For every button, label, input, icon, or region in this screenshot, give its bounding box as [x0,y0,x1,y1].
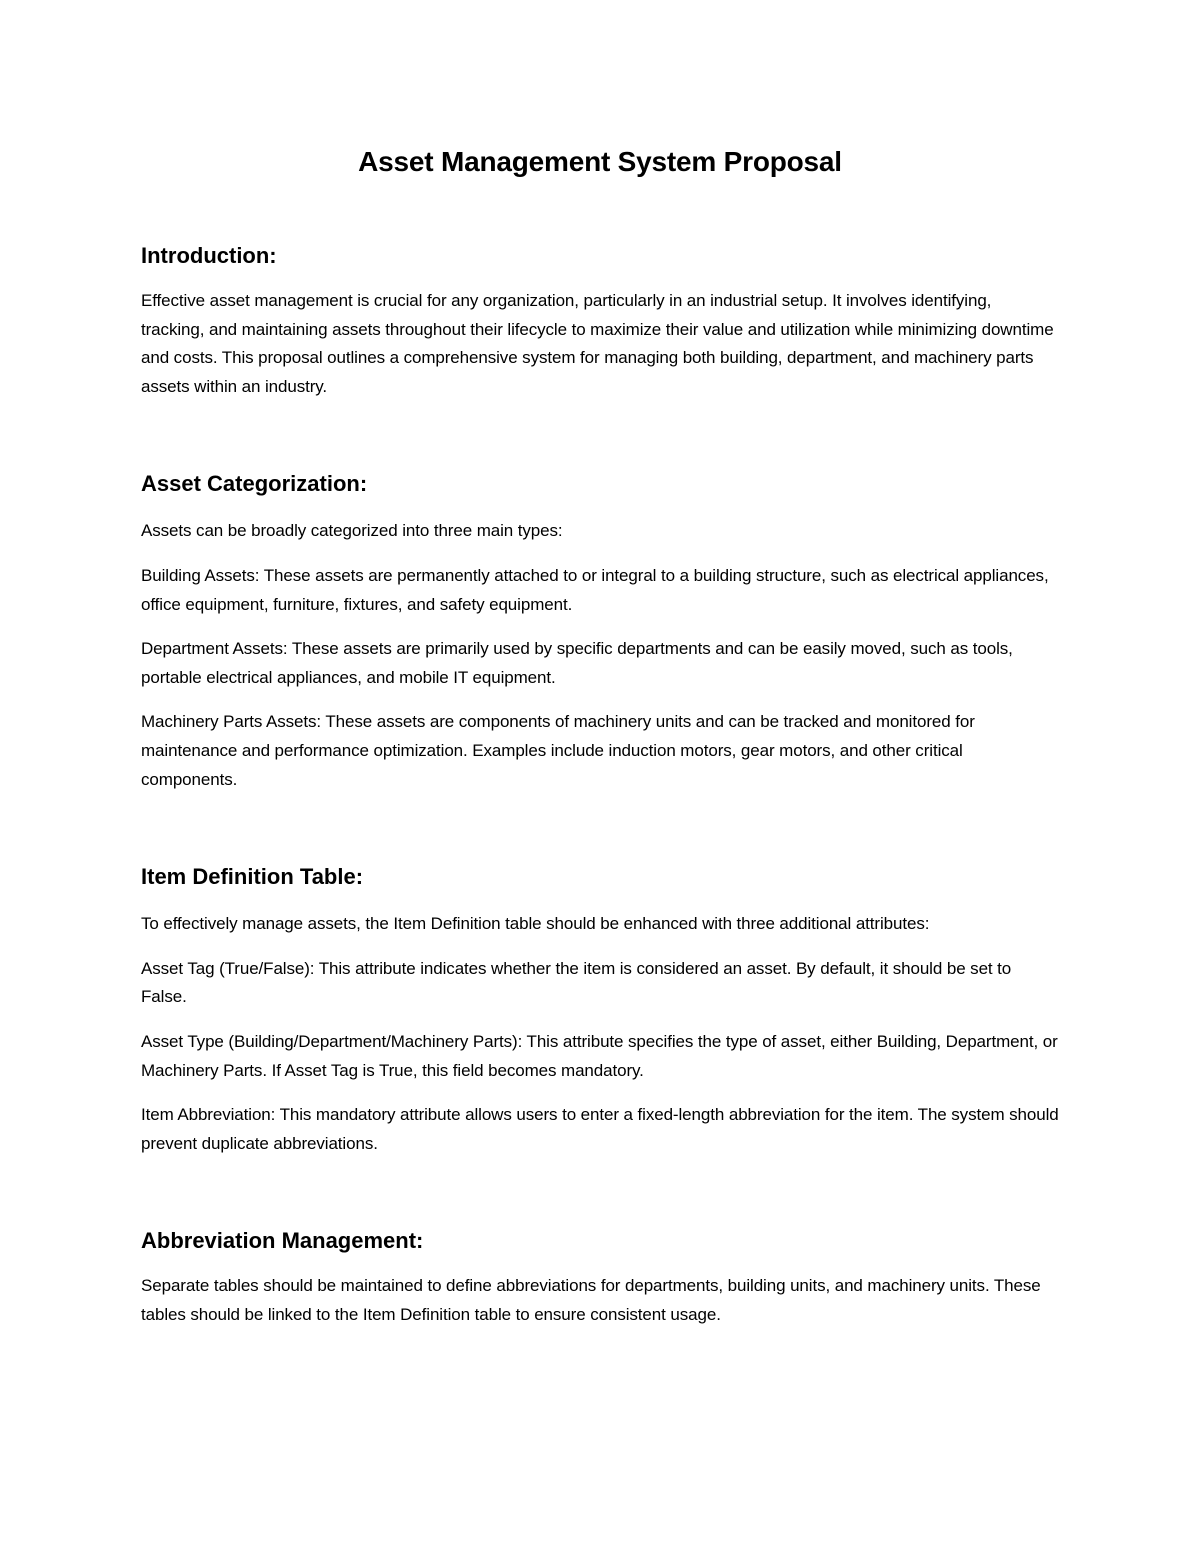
paragraph-machinery-parts-assets: Machinery Parts Assets: These assets are components of machinery units and can be tracked and monitored for maintenance and performance optimization. Examples include induction motors, gear motors, and other critical components. [141,712,975,789]
paragraph-asset-type: Asset Type (Building/Department/Machinery Parts): This attribute specifies the type of asset, either Building, Department, or Machinery Parts. If Asset Tag is True, this field becomes mandatory. [141,1031,1058,1080]
section-heading-asset-categorization: Asset Categorization: [141,471,368,497]
paragraph: Separate tables should be maintained to define abbreviations for departments, building units, and machinery units. These tables should be linked to the Item Definition table to ensure consistent usage. [141,1276,1041,1324]
paragraph: Effective asset management is crucial for any organization, particularly in an industrial setup. It involves identifying, tracking, and maintaining assets throughout their lifecycle to maximize their value and utilization while minimizing downtime and costs. This proposal outlines a comprehensive system for managing both building, department, and machinery parts assets within an industry. [141,291,1054,396]
paragraph-asset-tag: Asset Tag (True/False): This attribute indicates whether the item is considered an asset. By default, it should be set to False. [141,958,1012,1007]
section-abbreviation-management [141,1226,1059,1329]
document-title: Asset Management System Proposal [358,146,842,177]
section-introduction [141,241,1059,401]
section-heading-abbreviation-management: Abbreviation Management: [141,1228,424,1254]
section-asset-categorization [141,469,1059,794]
section-heading-item-definition-table: Item Definition Table: [141,864,364,890]
paragraph-item-abbreviation: Item Abbreviation: This mandatory attribute allows users to enter a fixed-length abbreviation for the item. The system should prevent duplicate abbreviations. [141,1105,1059,1153]
section-heading-introduction: Introduction: [141,243,277,268]
paragraph: To effectively manage assets, the Item Definition table should be enhanced with three additional attributes: [141,914,930,934]
paragraph-building-assets: Building Assets: These assets are permanently attached to or integral to a building structure, such as electrical appliances, office equipment, furniture, fixtures, and safety equipment. [141,565,1049,614]
section-item-definition-table [141,862,1059,1158]
paragraph-department-assets: Department Assets: These assets are primarily used by specific departments and can be easily moved, such as tools, portable electrical appliances, and mobile IT equipment. [141,639,1013,687]
paragraph: Assets can be broadly categorized into three main types: [141,521,563,541]
